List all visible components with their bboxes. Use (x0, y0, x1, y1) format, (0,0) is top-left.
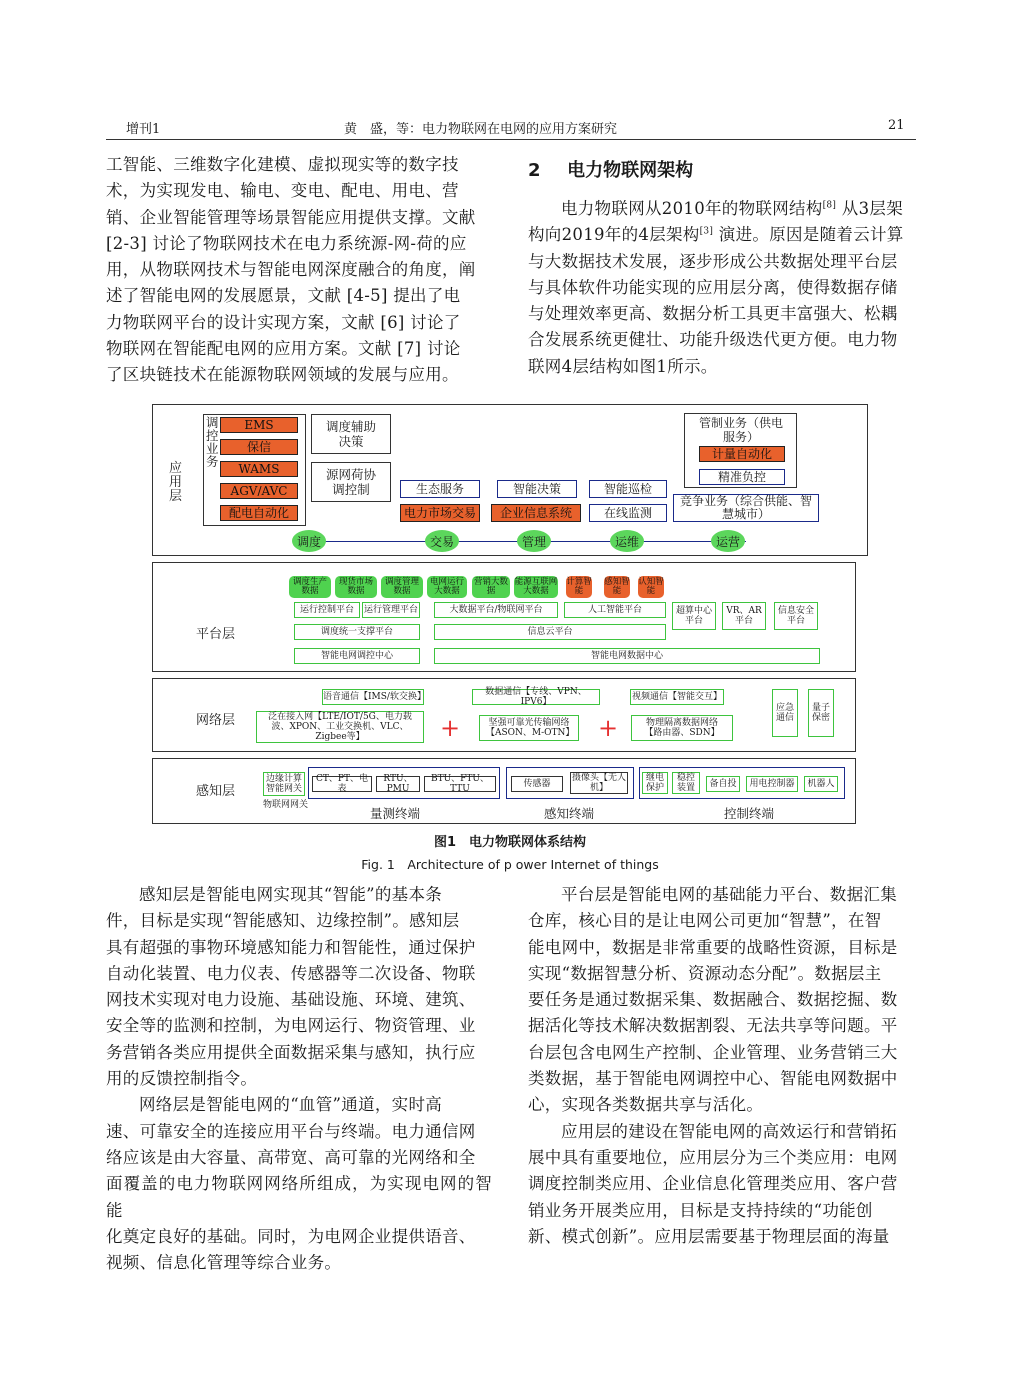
text-line: 据活化等技术解决数据割裂、无法共享等问题。平 (528, 1016, 898, 1036)
text-line: 物联网在智能配电网的应用方案。文献 [7] 讨论 (106, 339, 461, 359)
grid-control-center: 智能电网调控中心 (294, 648, 420, 664)
platform-layer-label: 平台层 (196, 627, 236, 642)
text-line: 仓库，核心目的是让电网公司更加“智慧”，在智 (528, 911, 882, 931)
competitive-business-box: 竞争业务（综合供能、智慧城市） (673, 494, 819, 522)
left-bottom-text (106, 882, 492, 1276)
optical-transport-box: 坚强可靠光传输网络【ASON、M-OTN】 (479, 715, 579, 741)
figure-caption-cn: 图1 电力物联网体系结构 (433, 835, 587, 850)
text-line: 术，为实现发电、输电、变电、配电、用电、营 (106, 181, 459, 201)
sensing-layer-label: 感知层 (196, 784, 236, 799)
plus-sign: + (440, 714, 461, 742)
quantum-secure-box: 量子保密 (808, 689, 834, 737)
text-line: 络应该是由大容量、高带宽、高可靠的光网络和全 (106, 1147, 476, 1167)
text-line: 速、可靠安全的连接应用平台与终端。电力通信网 (106, 1121, 476, 1141)
text-line: 具有超强的事物环境感知能力和智能性，通过保护 (106, 937, 476, 957)
section-heading (528, 156, 693, 182)
stability-control-box: 稳控装置 (672, 772, 700, 794)
citation: [8] (822, 200, 837, 211)
smart-decision-box: 智能决策 (497, 480, 577, 498)
text-line: 台层包含电网生产控制、企业管理、业务营销三大 (528, 1042, 898, 1062)
data-cylinder: 电网运行大数据 (427, 576, 467, 598)
auto-transfer-box: 备自投 (706, 776, 740, 792)
emergency-comm-box: 应急通信 (772, 689, 798, 737)
intelligence-cylinder: 认知智能 (638, 576, 664, 596)
big-data-platform: 大数据平台/物联网平台 (434, 602, 558, 618)
journal-issue: 增刊1 (126, 122, 161, 137)
ems-box: EMS (220, 417, 298, 433)
run-manage-platform: 运行管理平台 (362, 602, 420, 618)
text-line: 与处理效率更高、数据分析工具更丰富强大、松耦 (528, 304, 898, 324)
text-line: 构向2019年的4层架构[3] 演进。原因是随着云计算 (528, 225, 904, 245)
oval-dispatch: 调度 (292, 530, 326, 552)
text-line: 面覆盖的电力物联网网络所组成，为实现电网的智能 (106, 1174, 492, 1220)
text-line: 与具体软件功能实现的应用层分离，使得数据存储 (528, 277, 898, 297)
text-line: 了区块链技术在能源物联网领域的发展与应用。 (106, 365, 459, 385)
oval-om: 运维 (610, 530, 644, 552)
protection-info-box: 保信 (220, 439, 298, 455)
text-line: 安全等的监测和控制，为电网运行、物资管理、业 (106, 1016, 476, 1036)
edge-gateway-box: 边缘计算智能网关 (263, 772, 305, 796)
text-line: 用，从物联网技术与智能电网深度融合的角度，阐 (106, 260, 476, 280)
camera-box: 摄像头【无人机】 (571, 773, 626, 793)
text-line: 力物联网平台的设计实现方案，文献 [6] 讨论了 (106, 312, 461, 332)
sensing-terminals-label: 感知终端 (544, 806, 595, 821)
right-bottom-text (528, 882, 916, 1250)
oval-trade: 交易 (425, 530, 459, 552)
dispatch-label: 调控业务 (206, 415, 219, 469)
meas-rtu-pmu: RTU、PMU (376, 776, 420, 792)
online-monitor-box: 在线监测 (589, 504, 667, 522)
text-line: 要任务是通过数据采集、数据融合、数据挖掘、数 (528, 990, 898, 1010)
data-cylinder: 调度管理数据 (381, 576, 423, 598)
meas-btu-ftu: BTU、FTU、TTU (424, 776, 496, 792)
ubiquitous-access-box: 泛在接入网【LTE/IOT/5G、电力载波、XPON、工业交换机、VLC、Zigbee等】 (256, 711, 424, 743)
precise-load-control-box: 精准负控 (699, 469, 785, 485)
supercomputing-platform: 超算中心平台 (672, 602, 716, 630)
text-line: 述了智能电网的发展愿景，文献 [4-5] 提出了电 (106, 286, 461, 306)
text-line: 平台层是智能电网的基础能力平台、数据汇集 (561, 885, 897, 904)
wams-box: WAMS (220, 461, 298, 477)
text-line: 联网4层结构如图1所示。 (528, 356, 718, 376)
power-controller-box: 用电控制器 (746, 776, 798, 792)
data-cylinder: 调度生产数据 (289, 576, 331, 598)
text-line: 电力物联网从2010年的物联网结构[8] 从3层架 (561, 199, 903, 218)
section-title: 电力物联网架构 (567, 160, 694, 181)
text-line: 类数据，基于智能电网调控中心、智能电网数据中 (528, 1069, 898, 1089)
vr-ar-platform: VR、AR平台 (722, 602, 766, 630)
header-rule (106, 139, 916, 140)
data-cylinder: 现货市场数据 (335, 576, 377, 598)
intelligence-cylinder: 计算智能 (566, 576, 592, 596)
smart-patrol-box: 智能巡检 (589, 480, 667, 498)
text-line: 能电网中，数据是非常重要的战略性资源，目标是 (528, 937, 898, 957)
measurement-terminals-label: 量测终端 (370, 806, 421, 821)
robot-box: 机器人 (804, 776, 838, 792)
dispatch-aux-decision-box: 调度辅助决策 (311, 414, 391, 454)
regulated-business-title: 管制业务（供电服务） (698, 416, 783, 444)
text-line: 合发展系统更健壮、功能升级迭代更方便。电力物 (528, 330, 898, 350)
distribution-automation-box: 配电自动化 (220, 505, 298, 521)
intelligence-cylinder: 感知智能 (604, 576, 630, 596)
ai-platform: 人工智能平台 (564, 602, 666, 618)
enterprise-info-box: 企业信息系统 (491, 504, 581, 522)
video-comm-box: 视频通信【智能交互】 (630, 689, 724, 705)
text-line: 展中具有重要地位，应用层分为三个类应用：电网 (528, 1147, 898, 1167)
figure-caption-en: Fig. 1 Architecture of p ower Internet of things (361, 857, 659, 872)
agv-avc-box: AGV/AVC (220, 483, 298, 499)
data-cylinder: 能源互联网大数据 (514, 576, 558, 596)
source-grid-load-box: 源网荷协调控制 (311, 462, 391, 502)
text-line: 务营销各类应用提供全面数据采集与感知，执行应 (106, 1042, 476, 1062)
grid-data-center: 智能电网数据中心 (434, 648, 820, 664)
plus-sign: + (598, 714, 619, 742)
relay-protection-box: 继电保护 (642, 772, 668, 794)
data-comm-box: 数据通信【专线、VPN、IPV6】 (472, 689, 600, 705)
text-line: 网络层是智能电网的“血管”通道，实时高 (139, 1095, 443, 1115)
info-cloud-platform: 信息云平台 (434, 624, 666, 640)
text-line: 新、模式创新”。应用层需要基于物理层面的海量 (528, 1226, 890, 1246)
meas-ct-pt: CT、PT、电表 (312, 776, 372, 792)
power-market-box: 电力市场交易 (400, 504, 480, 522)
text-line: 实现“数据智慧分析、资源动态分配”。数据层主 (528, 963, 882, 983)
oval-manage: 管理 (517, 530, 551, 552)
gateway-label: 物联网网关 (263, 800, 309, 810)
text-line: 应用层的建设在智能电网的高效运行和营销拓 (561, 1121, 897, 1141)
text-line: 心，实现各类数据共享与活化。 (528, 1095, 764, 1115)
application-layer-label: 应用层 (169, 461, 183, 504)
text-line: 感知层是智能电网实现其“智能”的基本条 (139, 885, 443, 904)
network-layer-label: 网络层 (196, 713, 236, 728)
dispatch-support-platform: 调度统一支撑平台 (294, 624, 420, 640)
left-top-text (106, 152, 492, 389)
sensor-box: 传感器 (511, 776, 563, 792)
text-line: 与大数据技术发展，逐步形成公共数据处理平台层 (528, 251, 898, 271)
run-control-platform: 运行控制平台 (294, 602, 360, 618)
eco-service-box: 生态服务 (400, 480, 480, 498)
right-top-text (528, 196, 916, 380)
security-platform: 信息安全平台 (774, 602, 818, 630)
text-line: 销、企业智能管理等场景智能应用提供支撑。文献 (106, 207, 476, 227)
oval-operation: 运营 (711, 530, 745, 552)
control-terminals-label: 控制终端 (724, 806, 775, 821)
text-line: 销业务开展类应用，目标是支持持续的“功能创 (528, 1200, 873, 1220)
data-cylinder: 营销大数据 (473, 576, 508, 596)
citation: [3] (699, 226, 714, 237)
text-line: 件，目标是实现“智能感知、边缘控制”。感知层 (106, 911, 460, 931)
text-line: 化奠定良好的基础。同时，为电网企业提供语音、 (106, 1226, 476, 1246)
voice-comm-box: 语音通信【IMS/软交换】 (322, 689, 424, 705)
running-title: 黄 盛，等：电力物联网在电网的应用方案研究 (344, 122, 618, 137)
text-line: 网技术实现对电力设施、基础设施、环境、建筑、 (106, 990, 476, 1010)
text-line: 工智能、三维数字化建模、虚拟现实等的数字技 (106, 155, 459, 174)
text-line: 用的反馈控制指令。 (106, 1069, 258, 1089)
isolated-data-network-box: 物理隔离数据网络【路由器、SDN】 (631, 715, 733, 741)
text-line: 调度控制类应用、企业信息化管理类应用、客户营 (528, 1174, 898, 1194)
page-number: 21 (888, 118, 905, 133)
text-line: [2-3] 讨论了物联网技术在电力系统源-网-荷的应 (106, 233, 467, 253)
text-line: 视频、信息化管理等综合业务。 (106, 1253, 342, 1273)
metering-automation-box: 计量自动化 (699, 446, 785, 462)
section-number: 2 (528, 160, 541, 181)
text-line: 自动化装置、电力仪表、传感器等二次设备、物联 (106, 963, 476, 983)
